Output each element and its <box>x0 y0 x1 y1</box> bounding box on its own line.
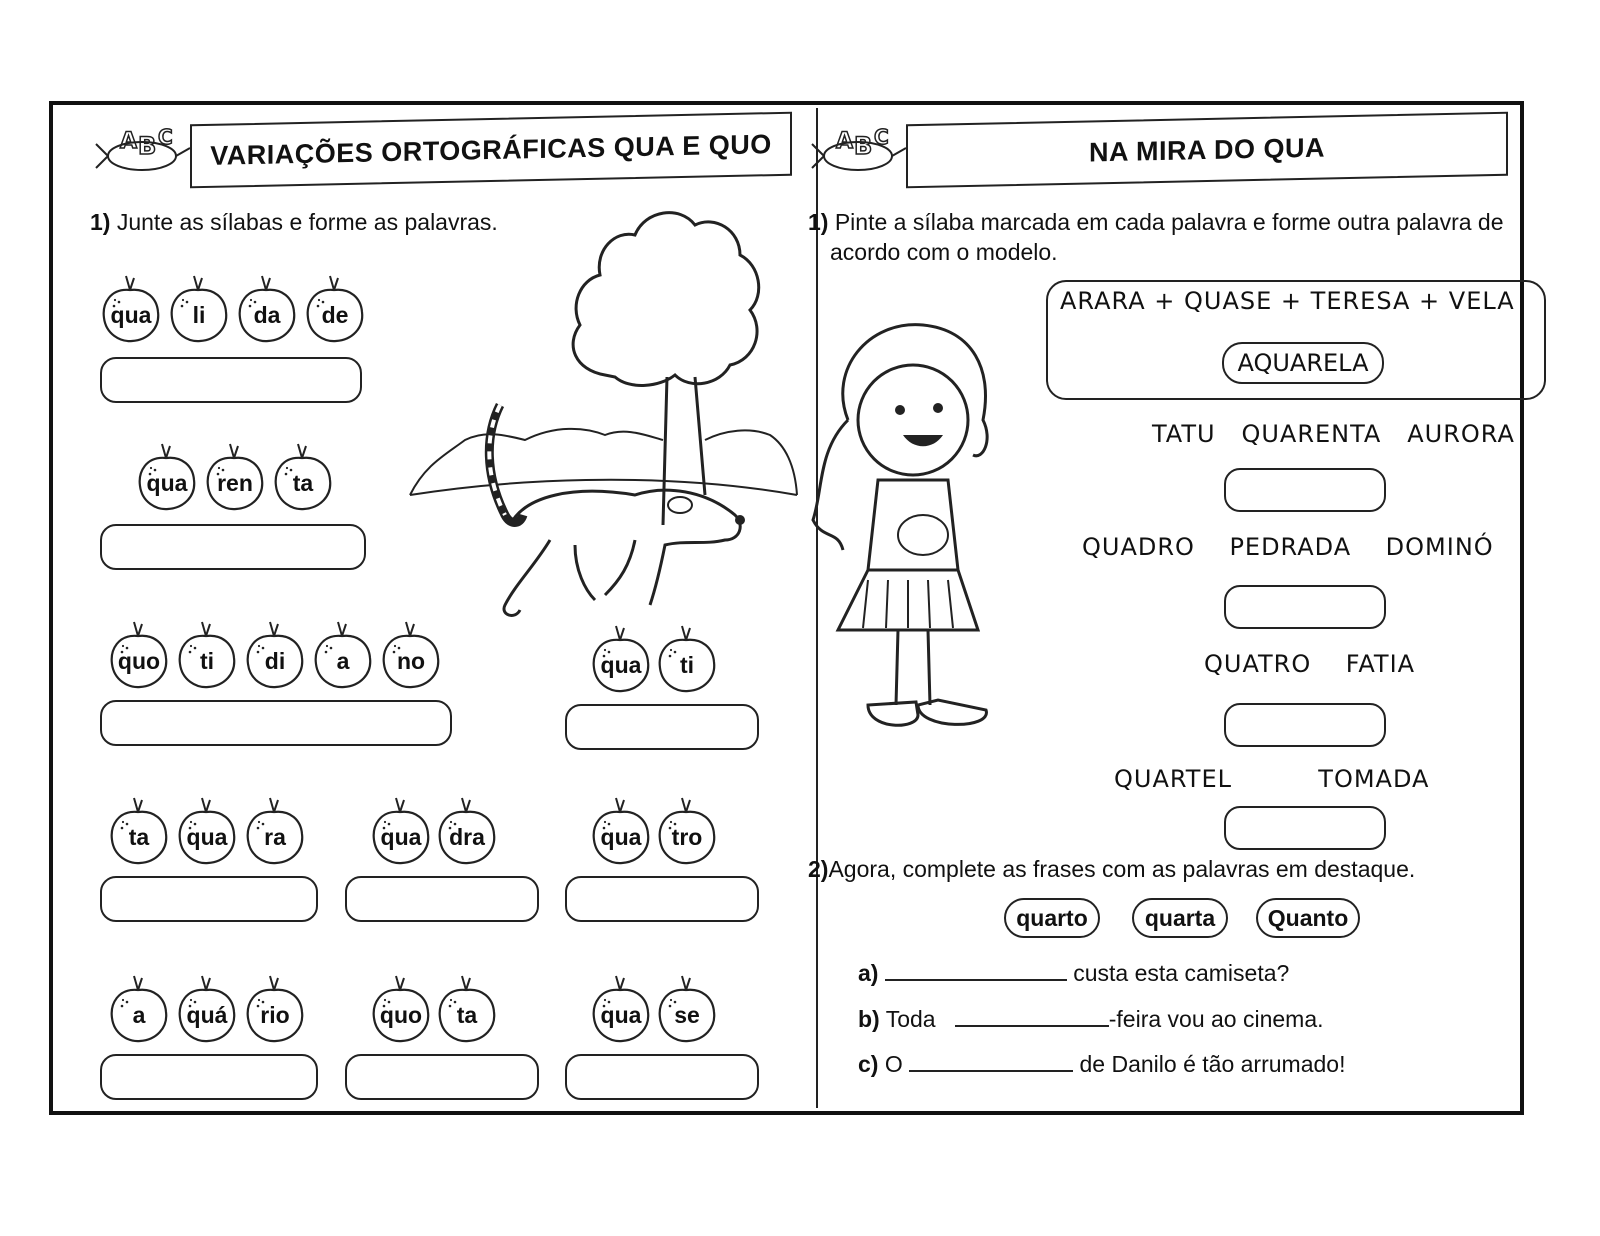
syllable-fruit <box>176 618 238 688</box>
answer-box[interactable] <box>100 357 362 403</box>
syllable-label: ti <box>679 652 695 678</box>
syllable-label: rio <box>260 1002 290 1028</box>
word-tag: quarto <box>1004 898 1100 938</box>
syllable-fruit <box>176 972 238 1042</box>
svg-text:C: C <box>158 125 173 149</box>
right-instruction: 1) Pinte a sílaba marcada em cada palavra e forme outra palavra de acordo com o modelo. <box>808 209 1504 265</box>
left-title-banner <box>190 112 792 189</box>
syllable-label: qua <box>380 824 422 850</box>
syllable-fruit <box>370 794 432 864</box>
answer-box[interactable] <box>565 704 759 750</box>
answer-box[interactable] <box>1224 703 1386 747</box>
syllable-fruit <box>436 972 498 1042</box>
syllable-label: qua <box>146 470 188 496</box>
sentence-a: a) custa esta camiseta? <box>858 960 1290 986</box>
syllable-label: li <box>192 302 206 328</box>
syllable-label: dra <box>449 824 485 850</box>
syllable-fruit <box>204 440 266 510</box>
model-answer: AQUARELA <box>1222 342 1384 384</box>
syllable-fruit <box>590 794 652 864</box>
word-tag: quarta <box>1132 898 1228 938</box>
syllable-fruit <box>244 618 306 688</box>
svg-text:C: C <box>874 125 889 149</box>
syllable-label: ta <box>292 470 314 496</box>
syllable-fruit <box>656 972 718 1042</box>
svg-text:B: B <box>854 132 873 160</box>
answer-box[interactable] <box>565 1054 759 1100</box>
girl-with-doll-illustration <box>808 310 1008 750</box>
syllable-fruit <box>108 794 170 864</box>
syllable-fruit <box>136 440 198 510</box>
right-title: NA MIRA DO QUA <box>1089 132 1325 167</box>
syllable-fruit <box>272 440 334 510</box>
word-row: QUATRO FATIA <box>1204 650 1416 678</box>
abc-plane-logo-icon <box>808 118 908 180</box>
syllable-label: qua <box>110 302 152 328</box>
fill-blank[interactable] <box>909 1052 1073 1072</box>
answer-box[interactable] <box>345 1054 539 1100</box>
answer-box[interactable] <box>100 876 318 922</box>
syllable-label: ren <box>217 470 253 496</box>
answer-box[interactable] <box>1224 806 1386 850</box>
syllable-fruit <box>236 272 298 342</box>
syllable-fruit <box>168 272 230 342</box>
syllable-fruit <box>108 618 170 688</box>
fill-blank[interactable] <box>955 1007 1109 1027</box>
syllable-fruit <box>176 794 238 864</box>
syllable-label: qua <box>186 824 228 850</box>
syllable-fruit <box>100 272 162 342</box>
syllable-label: se <box>674 1002 700 1028</box>
syllable-label: ti <box>199 648 215 674</box>
svg-text:A: A <box>836 129 854 154</box>
answer-box[interactable] <box>100 524 366 570</box>
abc-plane-logo-icon <box>92 118 192 180</box>
syllable-label: de <box>321 302 349 328</box>
answer-box[interactable] <box>1224 585 1386 629</box>
word-tag: Quanto <box>1256 898 1360 938</box>
right-title-banner <box>906 112 1508 189</box>
q2-instruction: 2)Agora, complete as frases com as palavras em destaque. <box>808 856 1416 882</box>
svg-text:A: A <box>120 129 138 154</box>
word-row: QUADRO PEDRADA DOMINÓ <box>1082 533 1494 561</box>
syllable-label: qua <box>600 1002 642 1028</box>
syllable-label: tro <box>671 824 703 850</box>
left-title: VARIAÇÕES ORTOGRÁFICAS QUA E QUO <box>210 128 772 171</box>
answer-box[interactable] <box>1224 468 1386 512</box>
word-row: QUARTEL TOMADA <box>1114 765 1430 793</box>
syllable-fruit <box>244 972 306 1042</box>
syllable-label: a <box>132 1002 146 1028</box>
syllable-fruit <box>304 272 366 342</box>
syllable-label: qua <box>600 824 642 850</box>
syllable-fruit <box>370 972 432 1042</box>
syllable-label: qua <box>600 652 642 678</box>
syllable-label: no <box>396 648 426 674</box>
model-line: ARARA + QUASE + TERESA + VELA <box>1060 287 1515 315</box>
syllable-label: quá <box>186 1002 228 1028</box>
syllable-fruit <box>312 618 374 688</box>
syllable-fruit <box>436 794 498 864</box>
syllable-label: ta <box>128 824 150 850</box>
syllable-label: a <box>336 648 350 674</box>
sentence-b: b) Toda -feira vou ao cinema. <box>858 1006 1324 1032</box>
left-instruction: 1) Junte as sílabas e forme as palavras. <box>90 209 498 235</box>
answer-box[interactable] <box>345 876 539 922</box>
fill-blank[interactable] <box>885 961 1067 981</box>
answer-box[interactable] <box>100 700 452 746</box>
svg-text:B: B <box>138 132 157 160</box>
syllable-label: ra <box>264 824 286 850</box>
tree-and-coati-illustration <box>405 195 800 635</box>
syllable-fruit <box>656 794 718 864</box>
syllable-fruit <box>244 794 306 864</box>
syllable-label: quo <box>379 1002 423 1028</box>
syllable-fruit <box>590 972 652 1042</box>
sentence-c: c) O de Danilo é tão arrumado! <box>858 1051 1346 1077</box>
answer-box[interactable] <box>565 876 759 922</box>
syllable-label: ta <box>456 1002 478 1028</box>
syllable-fruit <box>108 972 170 1042</box>
answer-box[interactable] <box>100 1054 318 1100</box>
syllable-label: da <box>253 302 281 328</box>
syllable-label: quo <box>117 648 161 674</box>
syllable-label: di <box>264 648 286 674</box>
word-row: TATU QUARENTA AURORA <box>1152 420 1515 448</box>
